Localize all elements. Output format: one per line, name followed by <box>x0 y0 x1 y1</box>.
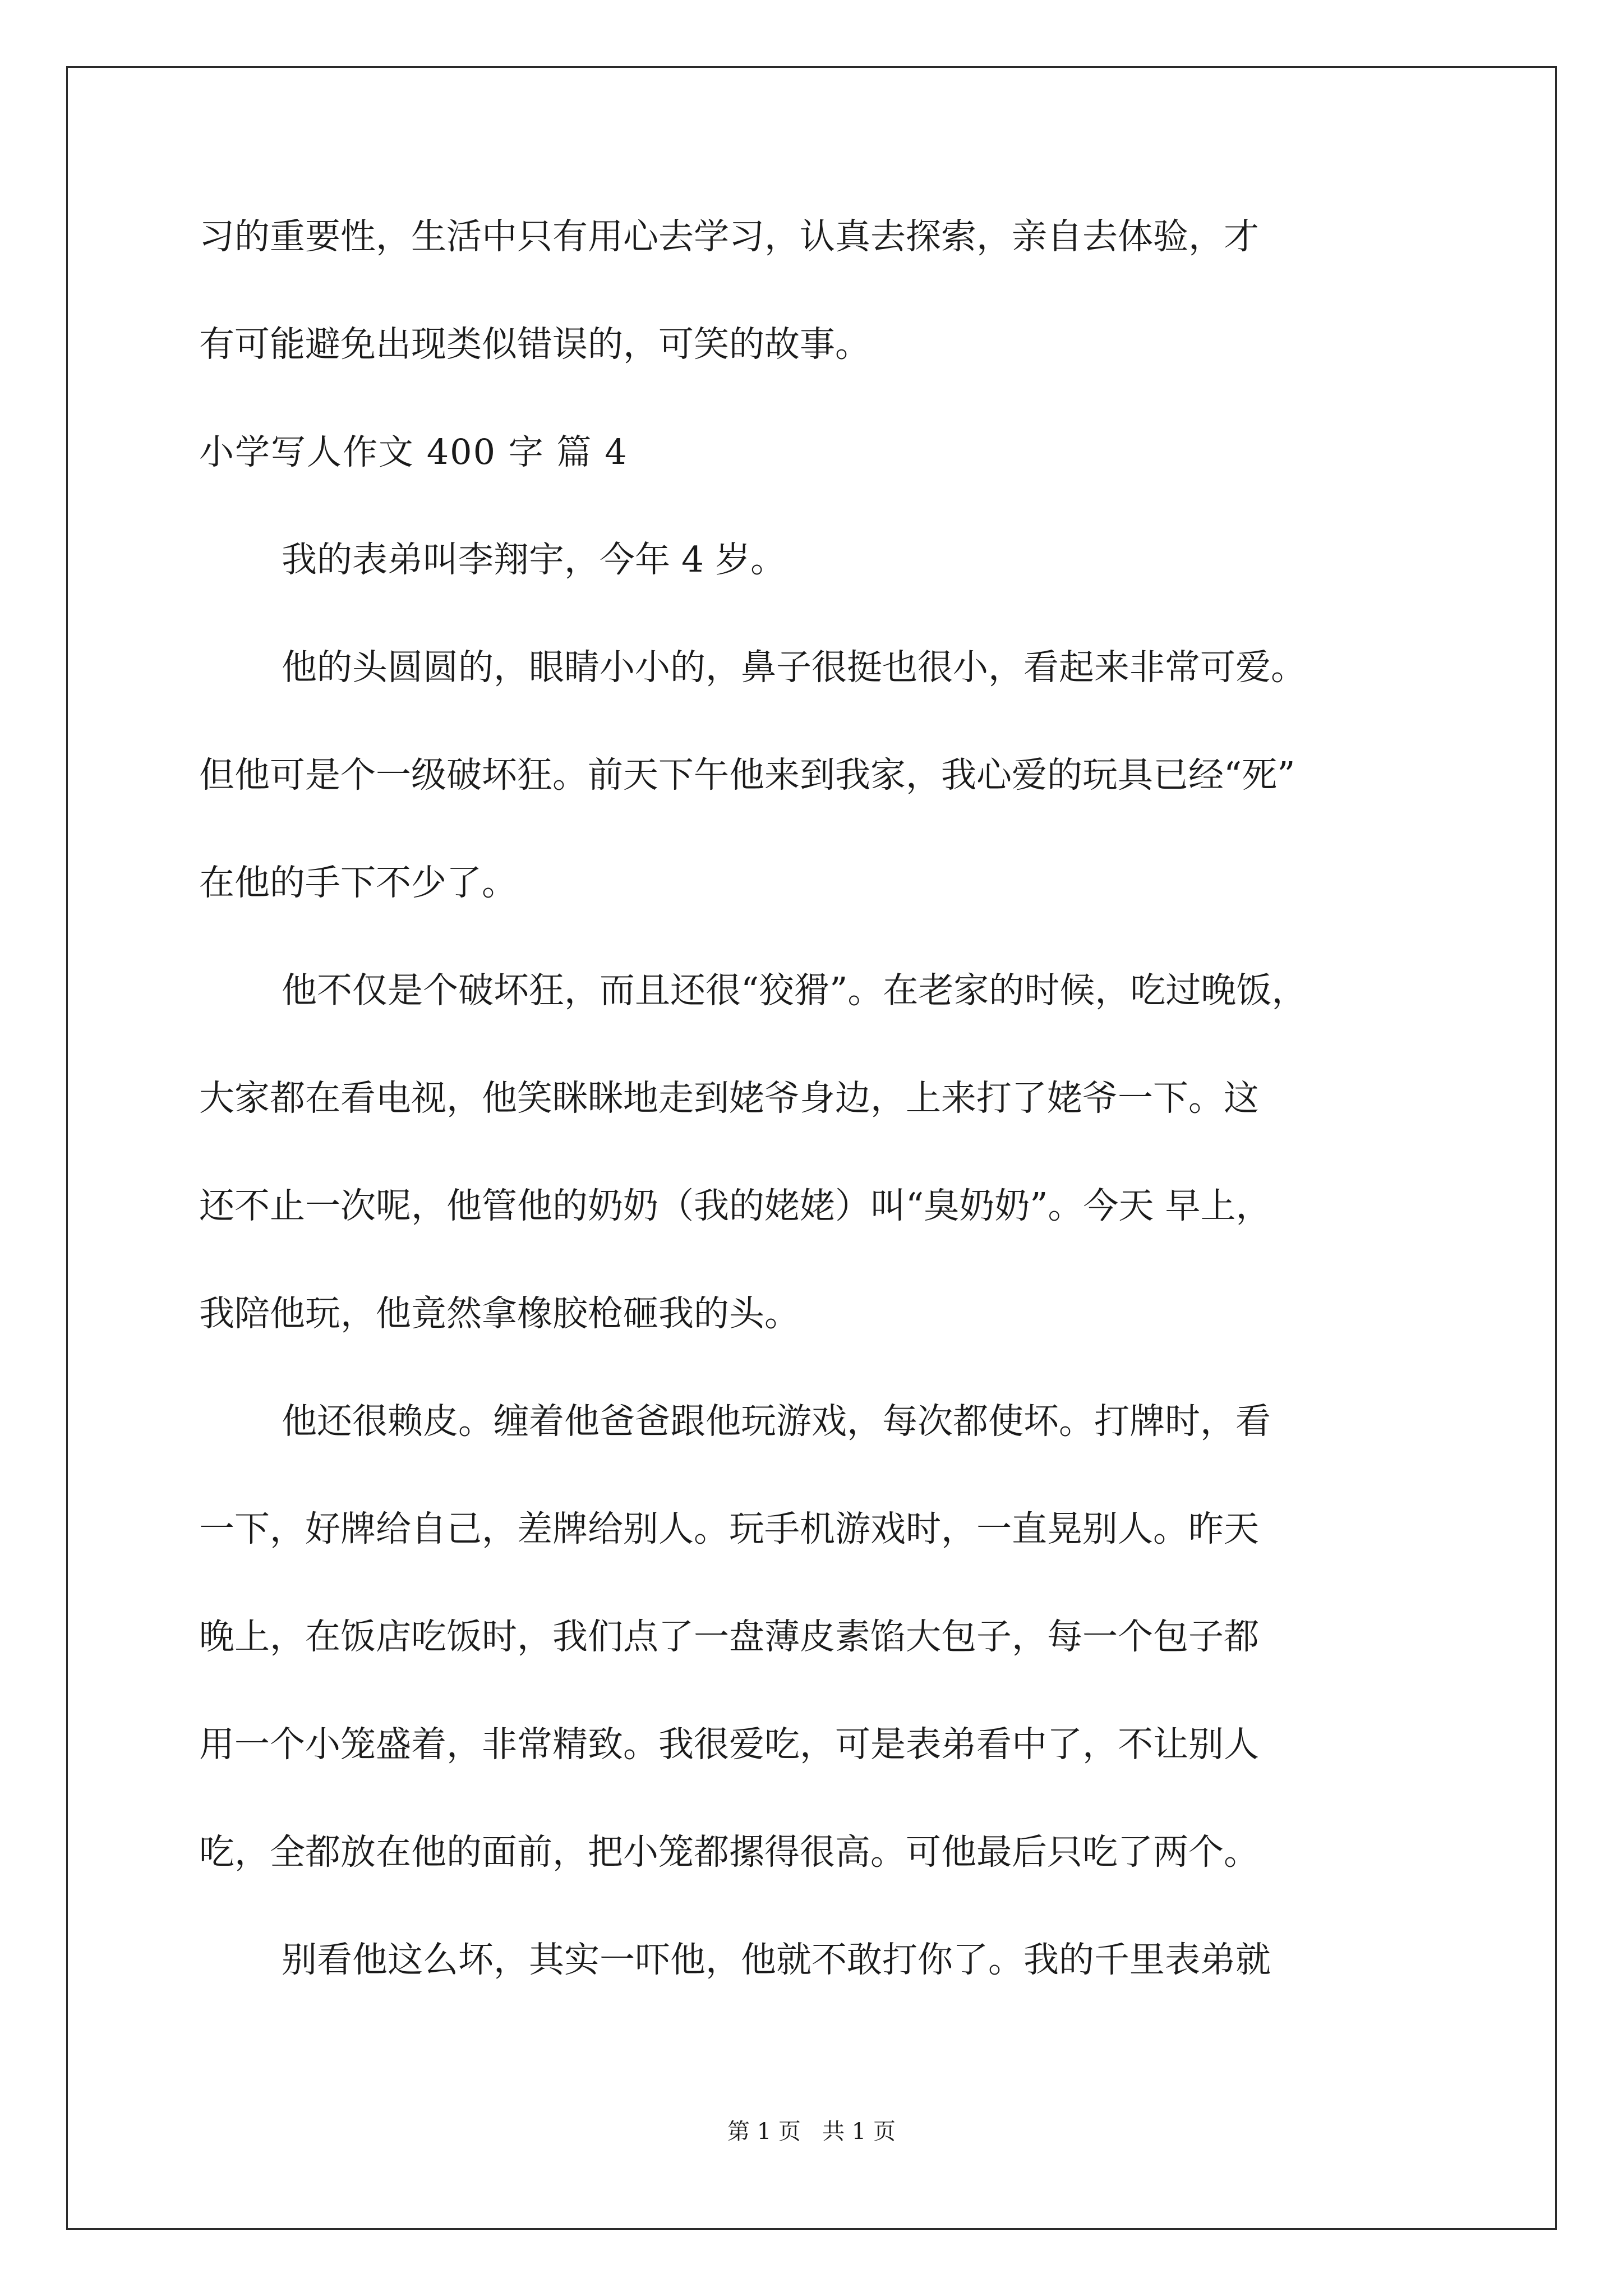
text-line: 我陪他玩，他竟然拿橡胶枪砸我的头。 <box>199 1293 800 1334</box>
text-line: 还不止一次呢，他管他的奶奶（我的姥姥）叫“臭奶奶”。今天 早上， <box>199 1185 1271 1226</box>
text-line: 吃，全都放在他的面前，把小笼都摞得很高。可他最后只吃了两个。 <box>199 1832 1259 1872</box>
text-line: 习的重要性，生活中只有用心去学习，认真去探索，亲自去体验，才 <box>199 216 1259 257</box>
text-line: 但他可是个一级破坏狂。前天下午他来到我家，我心爱的玩具已经“死” <box>199 754 1295 795</box>
paragraph-start-line: 别看他这么坏，其实一吓他，他就不敢打你了。我的千里表弟就 <box>282 1939 1271 1980</box>
paragraph-start-line: 他的头圆圆的，眼睛小小的，鼻子很挺也很小，看起来非常可爱。 <box>282 647 1306 688</box>
section-heading: 小学写人作文 400 字 篇 4 <box>199 431 628 472</box>
paragraph-start-line: 我的表弟叫李翔宇，今年 4 岁。 <box>282 539 786 580</box>
text-line: 在他的手下不少了。 <box>199 862 517 903</box>
text-line: 一下，好牌给自己，差牌给别人。玩手机游戏时，一直晃别人。昨天 <box>199 1508 1259 1549</box>
page-footer: 第 1 页 共 1 页 <box>727 2119 896 2145</box>
document-body <box>199 216 1433 1980</box>
text-line: 大家都在看电视，他笑眯眯地走到姥爷身边，上来打了姥爷一下。这 <box>199 1078 1259 1119</box>
text-line: 用一个小笼盛着，非常精致。我很爱吃，可是表弟看中了，不让别人 <box>199 1724 1259 1765</box>
text-line: 有可能避免出现类似错误的，可笑的故事。 <box>199 324 870 365</box>
paragraph-start-line: 他还很赖皮。缠着他爸爸跟他玩游戏，每次都使坏。打牌时，看 <box>282 1401 1271 1442</box>
paragraph-start-line: 他不仅是个破坏狂，而且还很“狡猾”。在老家的时候，吃过晚饭， <box>282 970 1307 1011</box>
text-line: 晚上，在饭店吃饭时，我们点了一盘薄皮素馅大包子，每一个包子都 <box>199 1616 1259 1657</box>
